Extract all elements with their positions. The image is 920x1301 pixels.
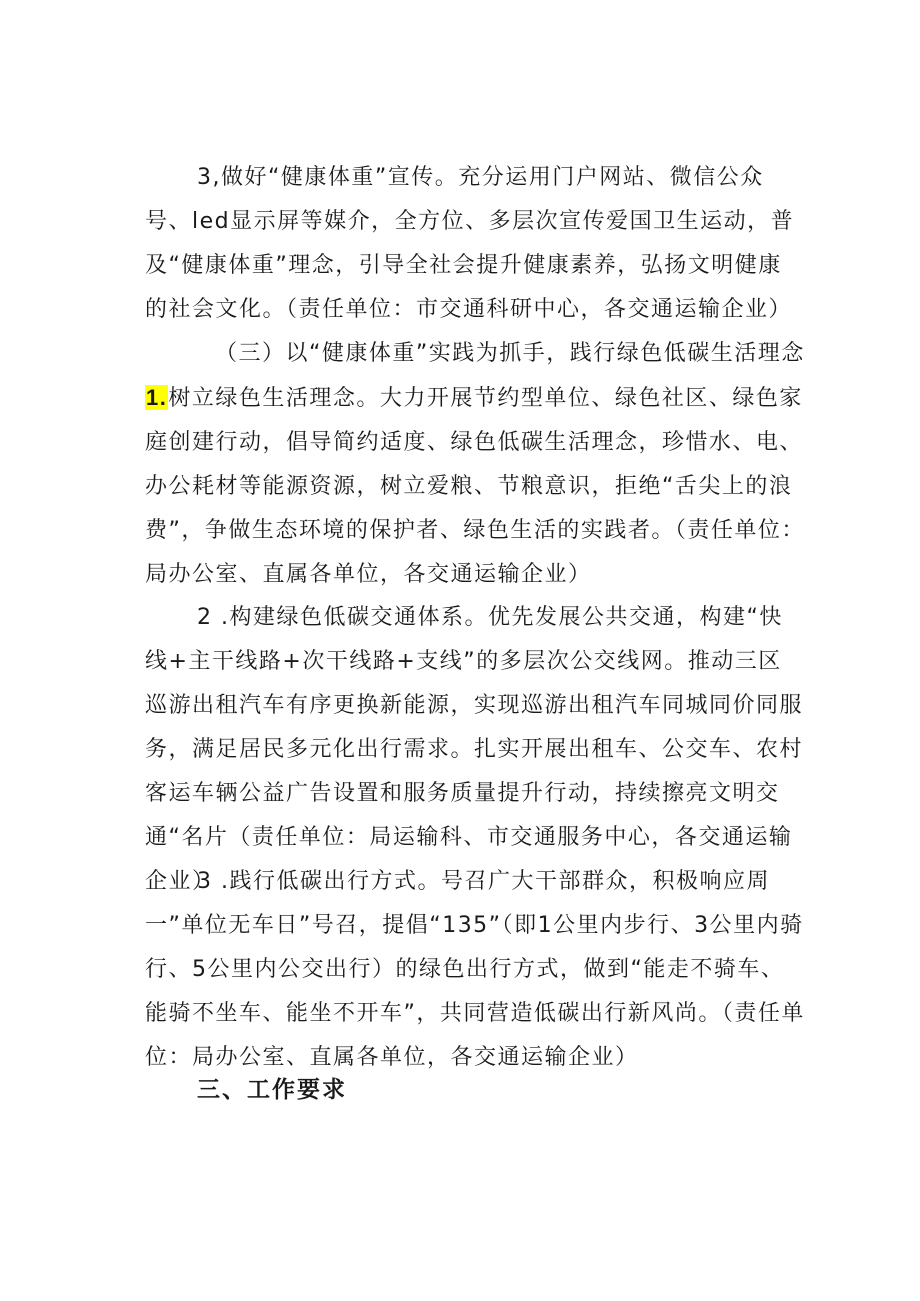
section-heading-work-requirements: 三、工作要求 (197, 1077, 347, 1103)
paragraph-health-weight-publicity: 3,做好“健康体重”宣传。充分运用门户网站、微信公众号、led显示屏等媒介，全方位、多层次宣传爱国卫生运动，普及“健康体重”理念，引导全社会提升健康素养，弘扬文明健康的社会文化。（责任单位：市交通科研中心，各交通运输企业） (145, 165, 795, 322)
paragraph-low-carbon-travel: 3 .践行低碳出行方式。号召广大干部群众，积极响应周一”单位无车日”号召，提倡“135”（即1公里内步行、3公里内骑行、5公里内公交出行）的绿色出行方式，做到“能走不骑车、能骑不坐车、能坐不开车”，共同营造低碳出行新风尚。（责任单位：局办公室、直属各单位，各交通运输企业） (145, 869, 805, 1070)
highlighted-item-number: 1. (146, 385, 168, 410)
paragraph-green-living-text: 树立绿色生活理念。大力开展节约型单位、绿色社区、绿色家庭创建行动，倡导简约适度、绿色低碳生活理念，珍惜水、电、办公耗材等能源资源，树立爱粮、节粮意识，拒绝“舌尖上的浪费”，争做生态环境的保护者、绿色生活的实践者。（责任单位：局办公室、直属各单位，各交通运输企业） (145, 386, 805, 587)
sub-heading-3: （三）以“健康体重”实践为抓手，践行绿色低碳生活理念 (215, 341, 805, 366)
paragraph-green-living (145, 376, 805, 597)
paragraph-green-transport: 2 .构建绿色低碳交通体系。优先发展公共交通，构建“快线+主干线路+次干线路+支线”的多层次公交线网。推动三区巡游出租汽车有序更换新能源，实现巡游出租汽车同城同价同服务，满足居民多元化出行需求。扎实开展出租车、公交车、农村客运车辆公益广告设置和服务质量提升行动，持续擦亮文明交通“名片（责任单位：局运输科、市交通服务中心，各交通运输企业） (145, 605, 804, 894)
